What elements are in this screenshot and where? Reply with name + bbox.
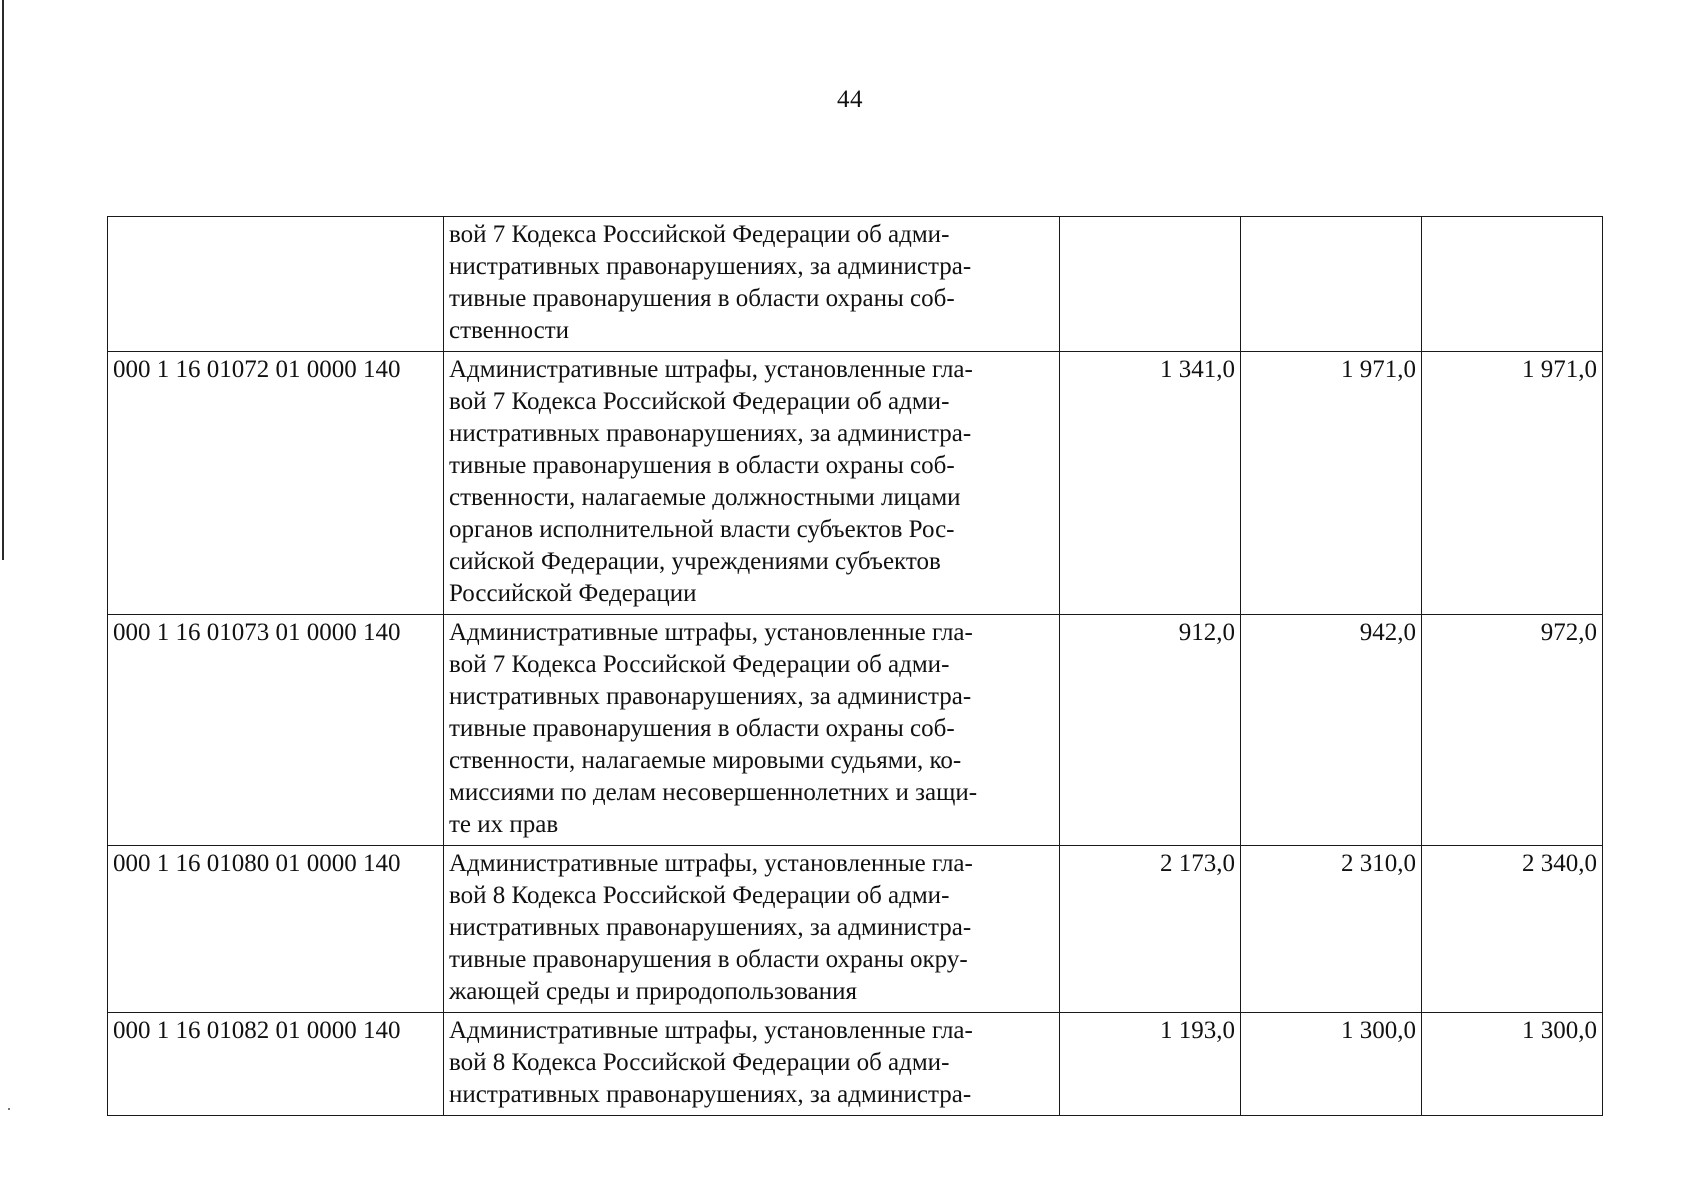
description-line: миссиями по делам несовершеннолетних и защи- (449, 779, 978, 806)
value-cell-year-2: 1 300,0 (1241, 1013, 1422, 1116)
value-cell-year-1: 1 341,0 (1060, 352, 1241, 615)
value-cell-year-1: 912,0 (1060, 615, 1241, 846)
value-cell-year-1: 1 193,0 (1060, 1013, 1241, 1116)
value-cell-year-2: 942,0 (1241, 615, 1422, 846)
description-line: Административные штрафы, установленные гла- (449, 850, 973, 877)
description-line: жающей среды и природопользования (449, 978, 858, 1005)
value-cell-year-1 (1060, 217, 1241, 352)
description-cell (444, 846, 1060, 1013)
description-line: нистративных правонарушениях, за администра- (449, 683, 972, 710)
budget-code-cell: 000 1 16 01080 01 0000 140 (108, 846, 444, 1013)
scan-speck (8, 1108, 10, 1110)
budget-code-cell: 000 1 16 01073 01 0000 140 (108, 615, 444, 846)
budget-code-cell: 000 1 16 01082 01 0000 140 (108, 1013, 444, 1116)
budget-code-cell (108, 217, 444, 352)
table-row (108, 352, 1603, 615)
description-line: сийской Федерации, учреждениями субъектов (449, 548, 941, 575)
description-line: вой 7 Кодекса Российской Федерации об адми- (449, 221, 950, 248)
description-cell (444, 217, 1060, 352)
description-line: ственности (449, 317, 570, 344)
scan-edge-line (2, 0, 4, 560)
description-line: Административные штрафы, установленные гла- (449, 356, 973, 383)
description-line: тивные правонарушения в области охраны соб- (449, 452, 955, 479)
description-line: нистративных правонарушениях, за администра- (449, 1081, 972, 1108)
description-line: органов исполнительной власти субъектов Рос- (449, 516, 955, 543)
description-line: вой 8 Кодекса Российской Федерации об адми- (449, 1049, 950, 1076)
revenue-table (107, 216, 1603, 1116)
value-cell-year-2 (1241, 217, 1422, 352)
budget-code-cell: 000 1 16 01072 01 0000 140 (108, 352, 444, 615)
description-line: нистративных правонарушениях, за администра- (449, 420, 972, 447)
description-cell (444, 352, 1060, 615)
description-line: Административные штрафы, установленные гла- (449, 1017, 973, 1044)
description-line: те их прав (449, 811, 559, 838)
description-line: вой 7 Кодекса Российской Федерации об адми- (449, 388, 950, 415)
description-line: тивные правонарушения в области охраны соб- (449, 285, 955, 312)
value-cell-year-3 (1422, 217, 1603, 352)
description-line: ственности, налагаемые должностными лицами (449, 484, 961, 511)
description-line: нистративных правонарушениях, за администра- (449, 253, 972, 280)
description-line: тивные правонарушения в области охраны окру- (449, 946, 968, 973)
description-cell (444, 615, 1060, 846)
description-line: Российской Федерации (449, 580, 697, 607)
table-row (108, 217, 1603, 352)
description-line: нистративных правонарушениях, за администра- (449, 914, 972, 941)
value-cell-year-2: 1 971,0 (1241, 352, 1422, 615)
description-line: Административные штрафы, установленные гла- (449, 619, 973, 646)
description-line: вой 8 Кодекса Российской Федерации об адми- (449, 882, 950, 909)
value-cell-year-3: 1 971,0 (1422, 352, 1603, 615)
table-row (108, 1013, 1603, 1116)
page-number: 44 (837, 86, 863, 113)
value-cell-year-3: 2 340,0 (1422, 846, 1603, 1013)
value-cell-year-3: 1 300,0 (1422, 1013, 1603, 1116)
description-cell (444, 1013, 1060, 1116)
table-row (108, 615, 1603, 846)
value-cell-year-1: 2 173,0 (1060, 846, 1241, 1013)
table-row (108, 846, 1603, 1013)
description-line: вой 7 Кодекса Российской Федерации об адми- (449, 651, 950, 678)
description-line: тивные правонарушения в области охраны соб- (449, 715, 955, 742)
value-cell-year-3: 972,0 (1422, 615, 1603, 846)
description-line: ственности, налагаемые мировыми судьями, ко- (449, 747, 962, 774)
value-cell-year-2: 2 310,0 (1241, 846, 1422, 1013)
